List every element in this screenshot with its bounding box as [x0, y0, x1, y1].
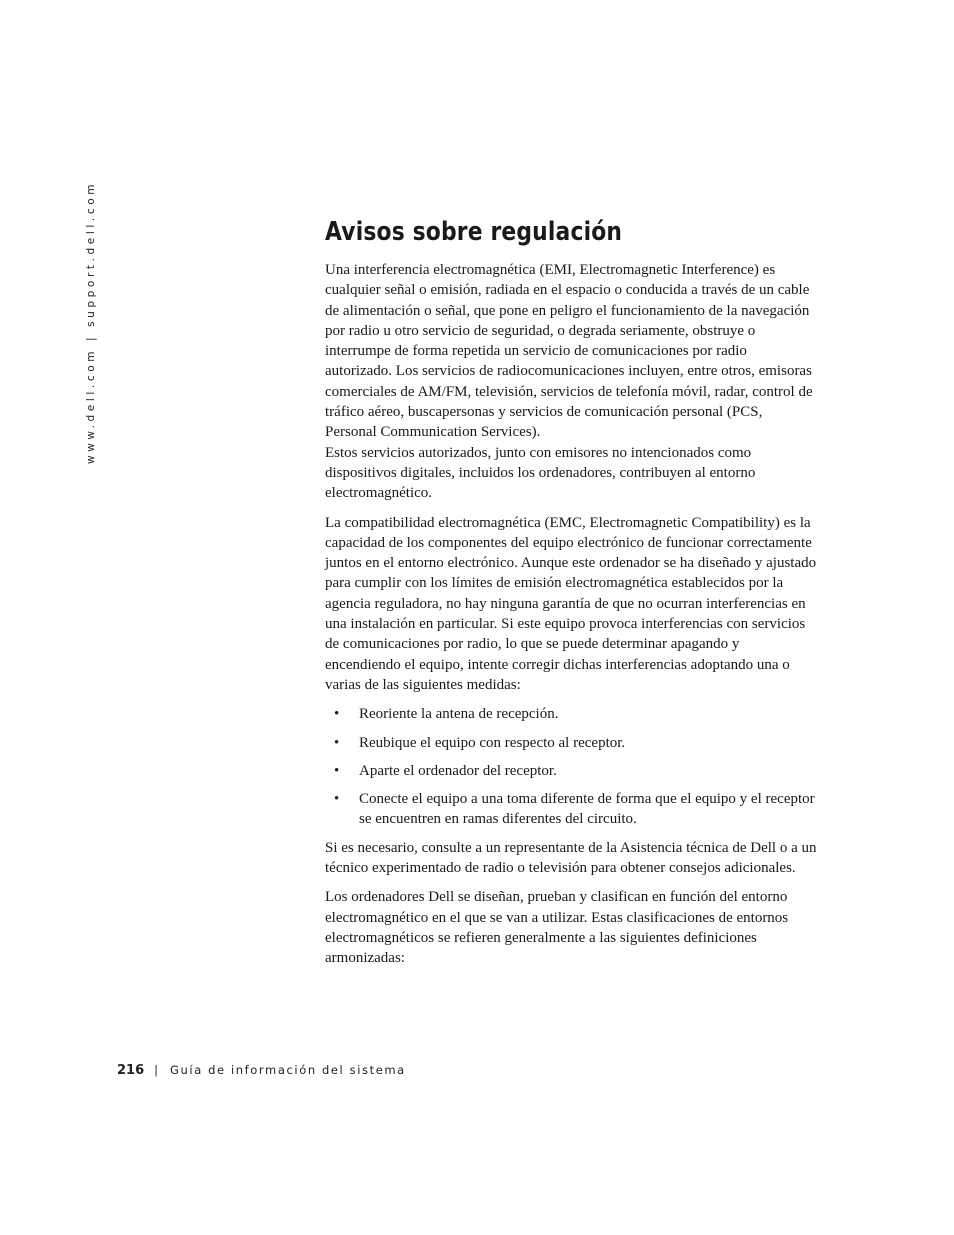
- measures-list: [325, 704, 817, 829]
- list-item-text: Conecte el equipo a una toma diferente de forma que el equipo y el receptor se encuentren en ramas diferentes del circuito.: [359, 791, 815, 828]
- main-content: [325, 214, 817, 978]
- paragraph-consult-dell: Si es necesario, consulte a un representante de la Asistencia técnica de Dell o a un técnico experimentado de radio o televisión para obtener consejos adicionales.: [325, 839, 817, 877]
- paragraph-emc: La compatibilidad electromagnética (EMC, Electromagnetic Compatibility) es la capacidad de los componentes del equipo electrónico de funcionar correctamente juntos en el entorno electrónico. Aunque este ordenador se ha diseñado y ajustado para cumplir con los límites de emisión electromagnética establecidos por la agencia reguladora, no hay ninguna garantía de que no ocurran interferencias en una instalación en particular. Si este equipo provoca interferencias con servicios de comunicaciones por radio, lo que se puede determinar apagando y encendiendo el equipo, intente corregir dichas interferencias adoptando una o varias de las siguientes medidas:: [325, 514, 817, 693]
- list-item-text: Aparte el ordenador del receptor.: [359, 762, 557, 779]
- page-footer: [117, 1060, 406, 1081]
- list-item-text: Reubique el equipo con respecto al receptor.: [359, 734, 626, 751]
- list-item-text: Reoriente la antena de recepción.: [359, 706, 559, 723]
- list-item: [325, 733, 817, 753]
- bullet-icon: •: [334, 791, 340, 808]
- guide-title: Guía de información del sistema: [170, 1063, 406, 1077]
- bullet-icon: •: [334, 762, 340, 779]
- list-item: [325, 704, 817, 724]
- paragraph-authorized-services: Estos servicios autorizados, junto con emisores no intencionados como dispositivos digitales, incluidos los ordenadores, contribuyen al entorno electromagnético.: [325, 444, 756, 502]
- page-number: 216: [117, 1063, 145, 1078]
- paragraph-emi: Una interferencia electromagnética (EMI, Electromagnetic Interference) es cualquier señal o emisión, radiada en el espacio o conducida a través de un cable de alimentación o señal, que pone en peligro el funcionamiento de la navegación por radio u otro servicio de seguridad, o degrada seriamente, obstruye o interrumpe de forma repetida un servicio de comunicaciones por radio autorizado. Los servicios de radiocomunicaciones incluyen, entre otros, emisoras comerciales de AM/FM, televisión, servicios de telefonía móvil, radar, control de tráfico aéreo, buscapersonas y servicios de comunicación personal (PCS, Personal Communication Services).: [325, 262, 813, 441]
- bullet-icon: •: [334, 706, 340, 723]
- paragraph-classification: Los ordenadores Dell se diseñan, prueban y clasifican en función del entorno electromagnético en el que se van a utilizar. Estas clasificaciones de entornos electromagnéticos se refieren generalmente a las siguientes definiciones armonizadas:: [325, 889, 789, 967]
- list-item: [325, 789, 817, 830]
- sidebar-url: www.dell.com | support.dell.com: [85, 180, 97, 464]
- list-item: [325, 761, 817, 781]
- footer-separator: |: [154, 1063, 159, 1077]
- page-title: Avisos sobre regulación: [325, 217, 623, 247]
- bullet-icon: •: [334, 734, 340, 751]
